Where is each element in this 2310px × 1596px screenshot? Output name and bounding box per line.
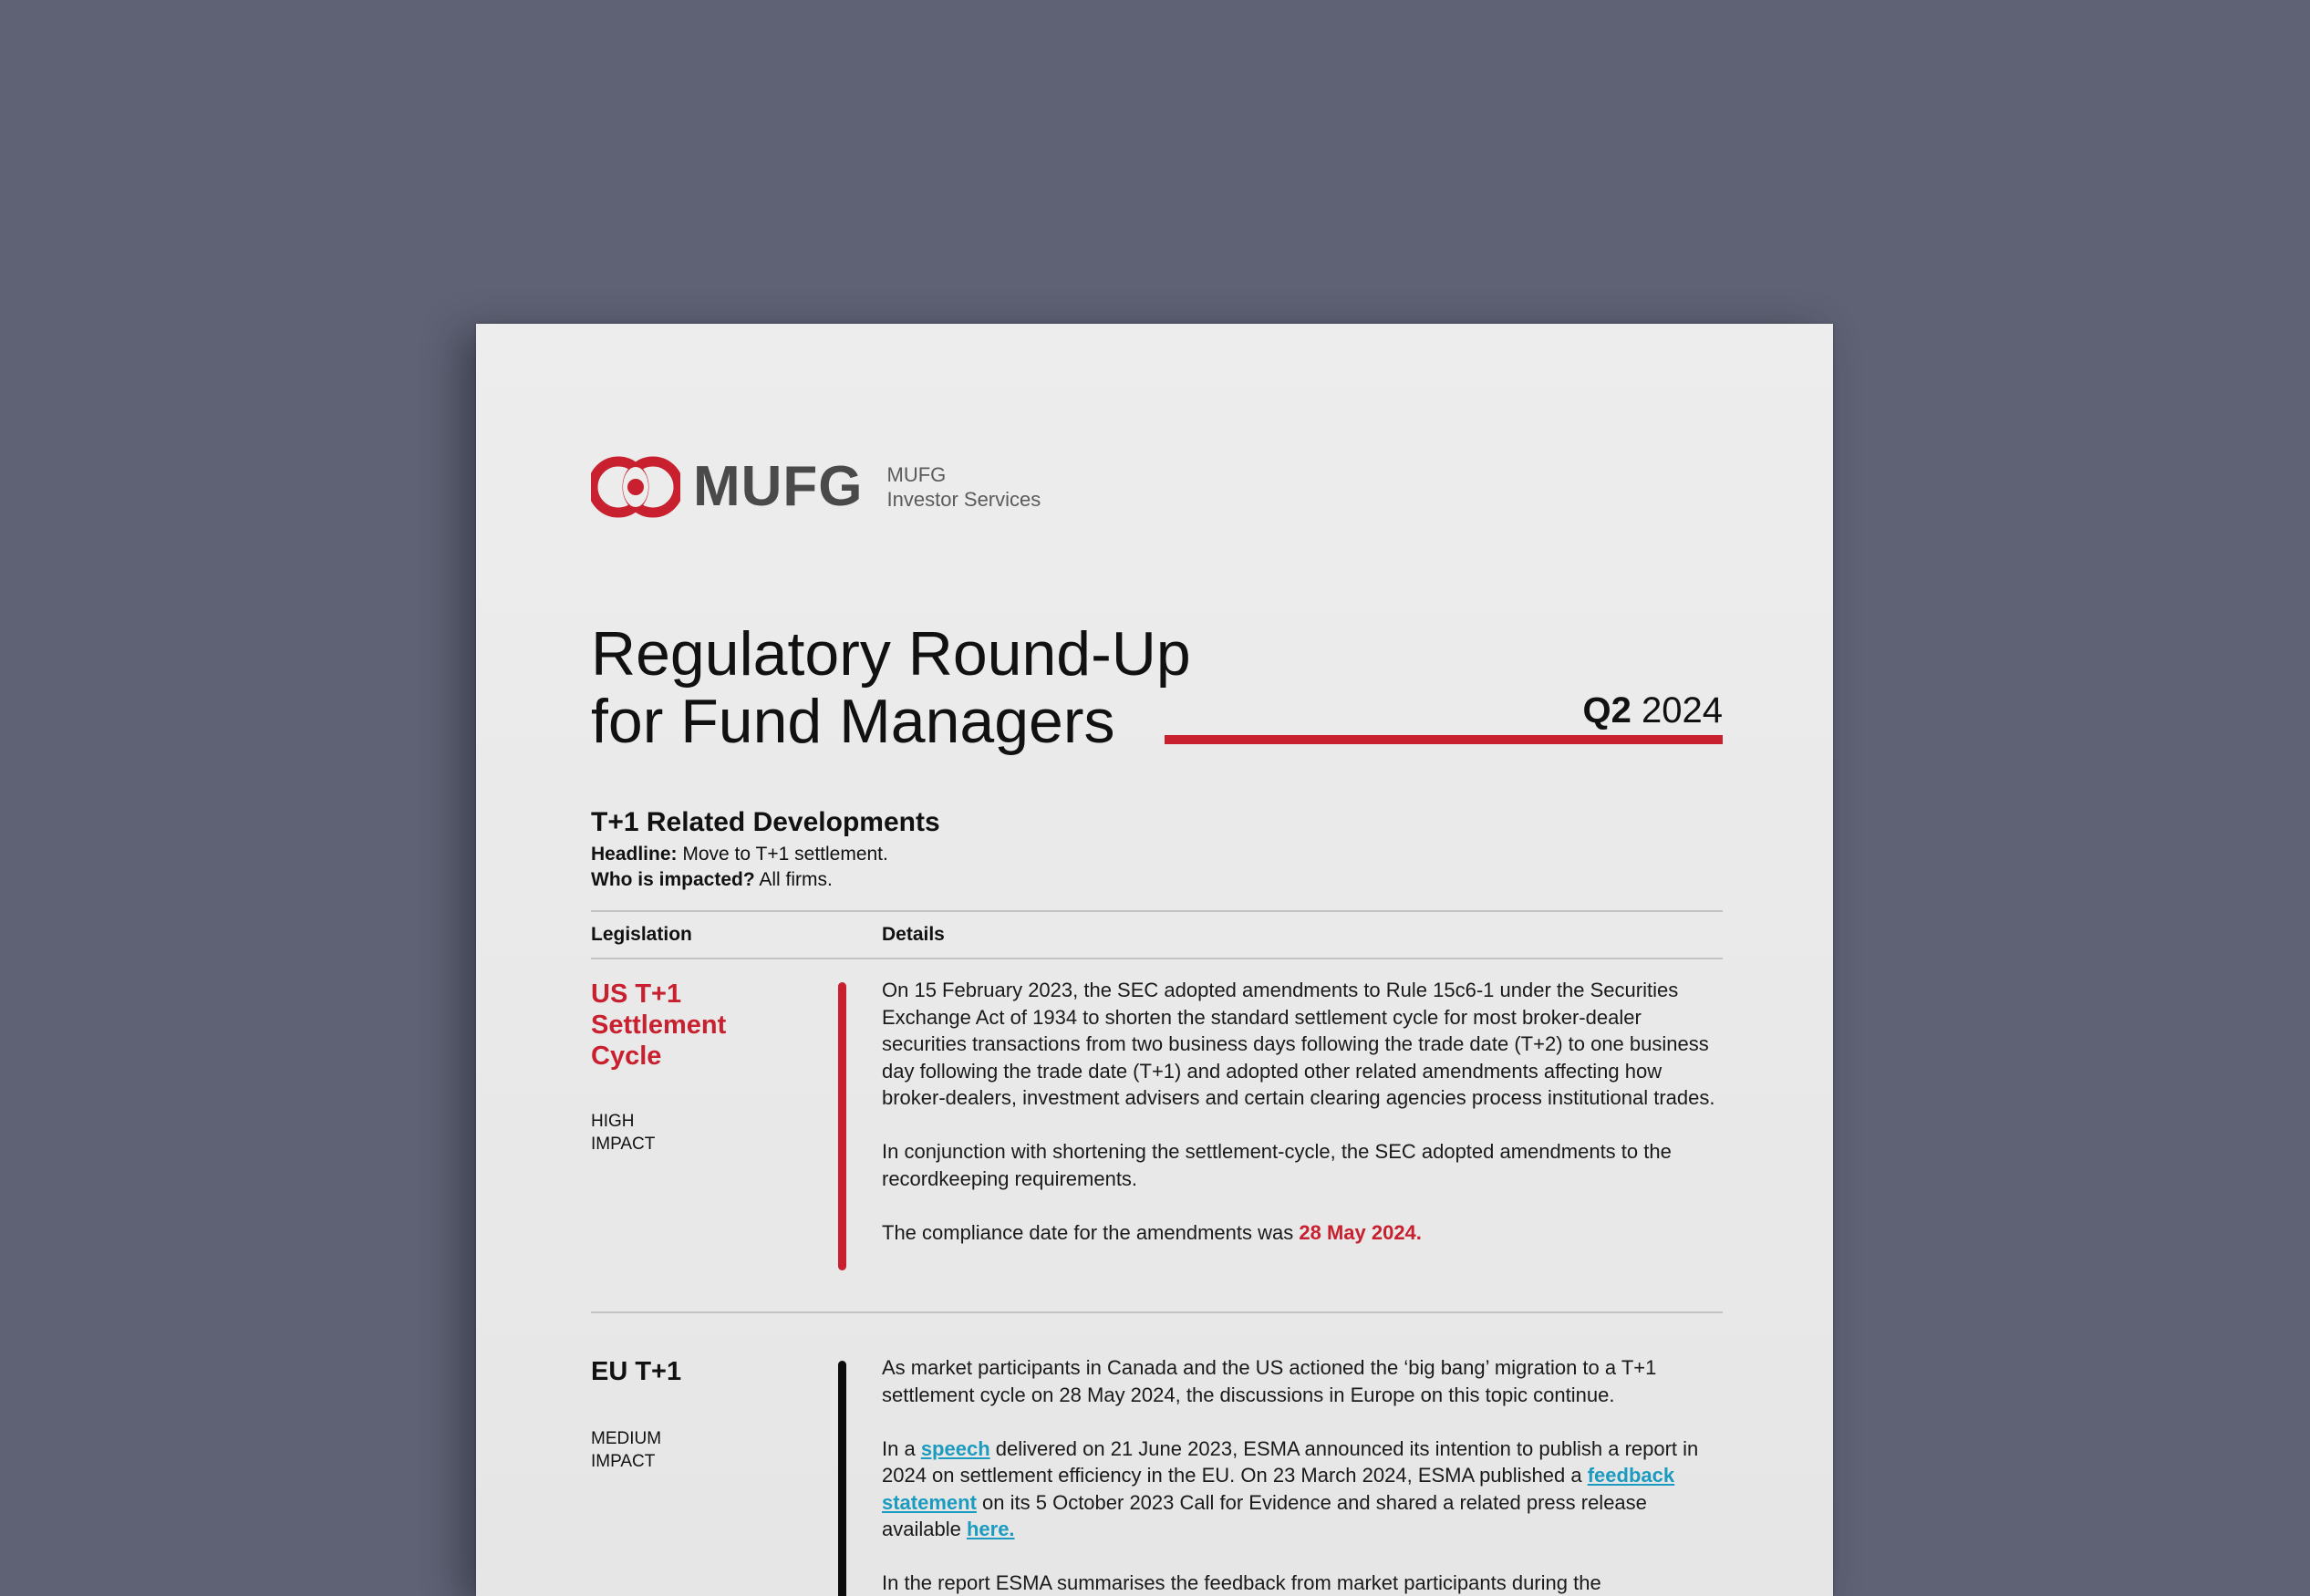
impact-label: IMPACT: [591, 1452, 656, 1471]
impact-level: HIGH: [591, 1112, 635, 1131]
impact-badge-high: [591, 1110, 700, 1156]
impacted-value: All firms.: [759, 869, 833, 890]
row-title-line: Cycle: [591, 1042, 662, 1071]
row-title-us-t1: [591, 979, 792, 1072]
row-details-us-t1: [882, 977, 1723, 1273]
row-divider: [591, 1311, 1723, 1313]
text-span: on its 5 October 2023 Call for Evidence and shared a related press release available: [882, 1490, 1647, 1540]
logo-subtitle-line2: Investor Services: [886, 488, 1041, 511]
details-paragraph: In the report ESMA summarises the feedback from market participants during the: [882, 1571, 1601, 1594]
headline-value: Move to T+1 settlement.: [682, 844, 888, 865]
details-paragraph: On 15 February 2023, the SEC adopted amendments to Rule 15c6-1 under the Securities Exchange Act of 1934 to shorten the standard settlement cycle for most broker-dealer securities transactions from two business days following the trade date (T+2) to one business day following the trade date (T+1) and adopted other related amendments affecting how broker-dealers, investment advisers and certain clearing agencies process institutional trades.: [882, 979, 1715, 1109]
speech-link[interactable]: speech: [920, 1436, 990, 1460]
impact-label: IMPACT: [591, 1135, 656, 1154]
row-details-eu-t1: [882, 1354, 1723, 1596]
impacted-label: Who is impacted?: [591, 869, 755, 890]
page-title: [591, 620, 1191, 755]
text-span: delivered on 21 June 2023, ESMA announced its intention to publish a report in 2024 on settlement efficiency in the EU. On 23 March 2024, ESMA published a: [882, 1436, 1699, 1487]
compliance-text: The compliance date for the amendments was: [882, 1220, 1300, 1244]
column-header-legislation: Legislation: [591, 924, 692, 945]
mufg-logo-icon: [591, 454, 680, 520]
row-accent-bar-red: [838, 982, 846, 1270]
details-paragraph-compliance: [882, 1219, 1723, 1247]
table-top-divider: [591, 910, 1723, 912]
text-span: In a: [882, 1436, 921, 1460]
logo-subtitle: [887, 462, 1041, 512]
brand-logo: [591, 454, 1041, 520]
quarter: Q2: [1582, 690, 1632, 731]
logo-wordmark: MUFG: [693, 455, 864, 518]
document-page: [476, 324, 1833, 1596]
logo-subtitle-line1: MUFG: [886, 463, 947, 486]
section-title: T+1 Related Developments: [591, 807, 940, 837]
row-title-line: Settlement: [591, 1010, 727, 1040]
details-paragraph: As market participants in Canada and the US actioned the ‘big bang’ migration to a T+1 settlement cycle on 28 May 2024, the discussions in Europe on this topic continue.: [882, 1356, 1657, 1406]
table-header-divider: [591, 958, 1723, 959]
title-line2: for Fund Managers: [591, 687, 1115, 756]
year: 2024: [1642, 690, 1723, 731]
feedback-statement-link[interactable]: feedback statement: [882, 1464, 1675, 1514]
details-paragraph: In conjunction with shortening the settlement-cycle, the SEC adopted amendments to the recordkeeping requirements.: [882, 1140, 1672, 1190]
title-accent-rule: [1165, 735, 1723, 744]
title-line1: Regulatory Round-Up: [591, 619, 1191, 689]
details-paragraph-links: [882, 1435, 1723, 1543]
quarter-label: [1583, 690, 1723, 731]
row-accent-bar-black: [838, 1361, 846, 1596]
column-header-details: Details: [882, 924, 945, 945]
row-title-line: US T+1: [591, 979, 682, 1009]
row-title-eu-t1: EU T+1: [591, 1357, 682, 1386]
headline-label: Headline:: [591, 844, 678, 865]
compliance-date: 28 May 2024.: [1299, 1220, 1422, 1244]
headline-line: [591, 842, 940, 867]
impact-level: MEDIUM: [591, 1429, 662, 1448]
press-release-link[interactable]: here.: [966, 1518, 1015, 1540]
impacted-line: [591, 867, 940, 893]
impact-badge-medium: [591, 1427, 700, 1473]
section-header: [591, 807, 940, 893]
